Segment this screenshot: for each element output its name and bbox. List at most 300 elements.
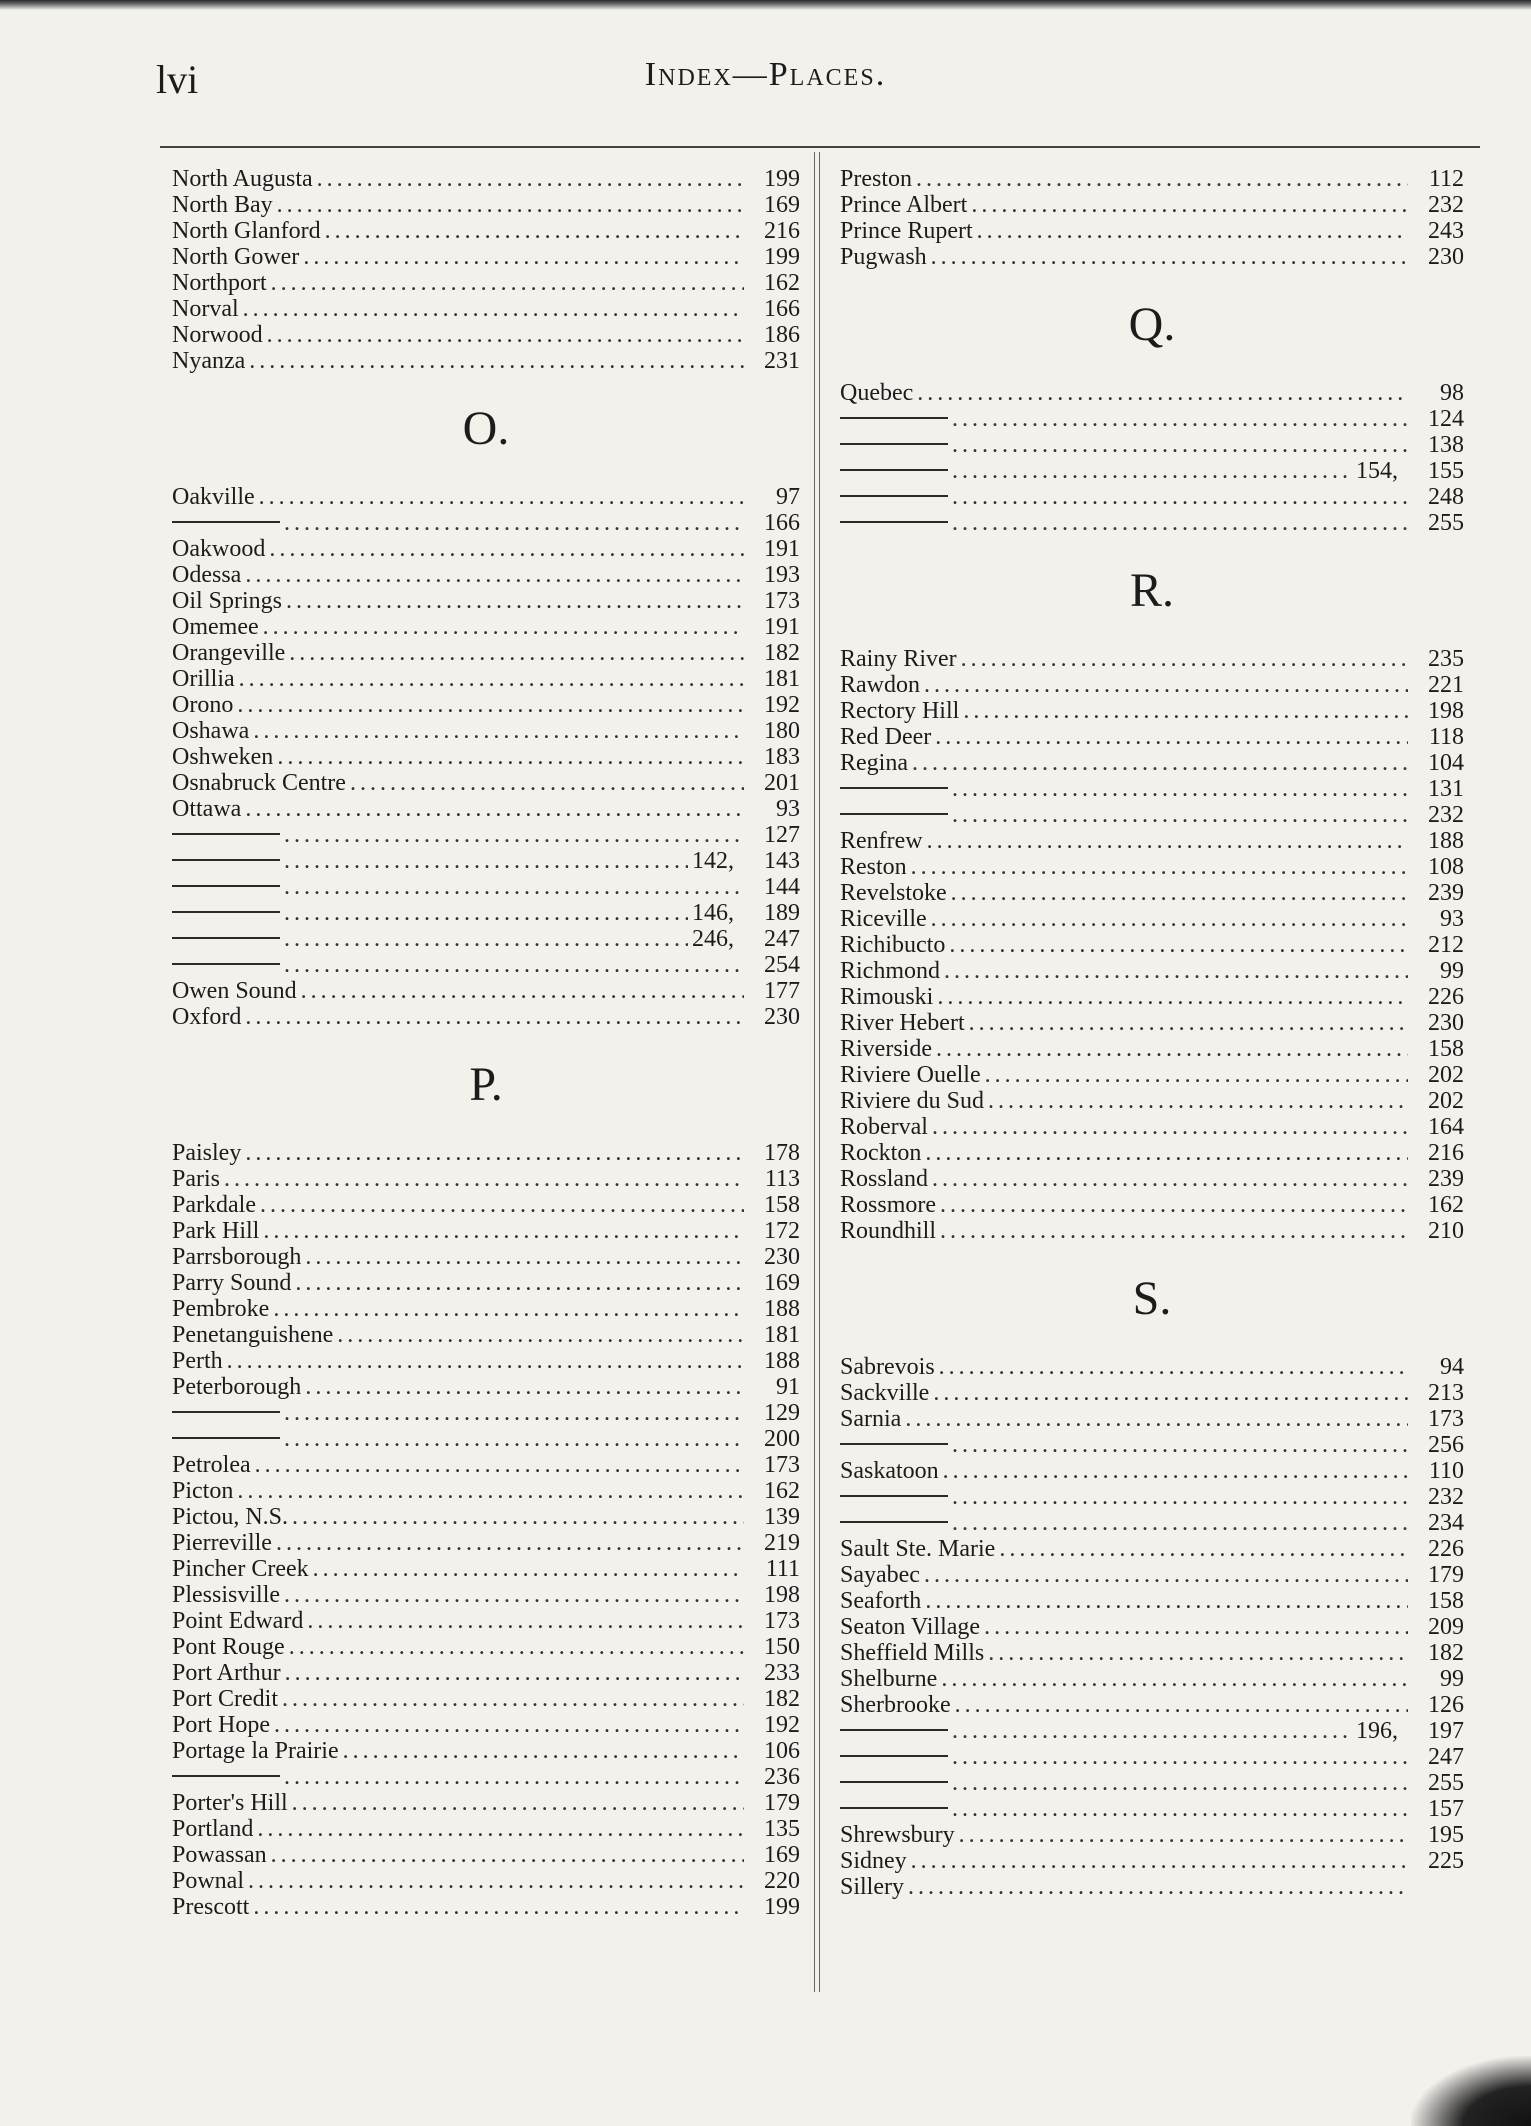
index-entry <box>172 1556 800 1582</box>
dot-leader <box>271 270 744 296</box>
page-reference: 192 <box>764 692 800 718</box>
page-reference: 181 <box>764 1322 800 1348</box>
place-name: Rossmore <box>840 1192 936 1218</box>
index-entry <box>172 536 800 562</box>
page-reference: 129 <box>764 1400 800 1426</box>
dot-leader <box>276 1530 744 1556</box>
place-name: North Bay <box>172 192 273 218</box>
page-reference: 135 <box>764 1816 800 1842</box>
dot-leader <box>284 510 744 536</box>
dot-leader <box>943 1458 1408 1484</box>
place-name: Seaforth <box>840 1588 922 1614</box>
page-reference: 197 <box>1428 1718 1464 1744</box>
page-reference: 254 <box>764 952 800 978</box>
dot-leader <box>971 192 1408 218</box>
place-name: North Glanford <box>172 218 321 244</box>
dot-leader <box>963 698 1408 724</box>
dot-leader <box>952 458 1352 484</box>
index-entry <box>172 1816 800 1842</box>
place-name: Norval <box>172 296 239 322</box>
index-entry <box>840 1010 1464 1036</box>
ditto-dash <box>172 859 280 861</box>
index-entry <box>840 880 1464 906</box>
dot-leader <box>952 1432 1408 1458</box>
page-reference: 199 <box>764 166 800 192</box>
page-reference: 182 <box>1428 1640 1464 1666</box>
index-continuation-row <box>172 510 800 536</box>
index-entry <box>840 646 1464 672</box>
extra-page-number: 146, <box>692 900 734 926</box>
place-name: River Hebert <box>840 1010 965 1036</box>
index-entry <box>172 1244 800 1270</box>
dot-leader <box>944 958 1408 984</box>
dot-leader <box>932 1166 1408 1192</box>
index-entry <box>172 1608 800 1634</box>
ditto-dash <box>840 443 948 445</box>
dot-leader <box>350 770 744 796</box>
dot-leader <box>284 1582 744 1608</box>
dot-leader <box>952 1510 1408 1536</box>
page-reference: 216 <box>1428 1140 1464 1166</box>
index-entry <box>840 724 1464 750</box>
index-entry <box>840 1062 1464 1088</box>
index-entry <box>172 484 800 510</box>
ditto-dash <box>840 1729 948 1731</box>
place-name: Rectory Hill <box>840 698 960 724</box>
index-entry <box>172 270 800 296</box>
dot-leader <box>961 646 1408 672</box>
dot-leader <box>224 1166 744 1192</box>
index-entry <box>840 854 1464 880</box>
index-entry <box>172 614 800 640</box>
index-entry <box>840 1848 1464 1874</box>
page-reference: 234 <box>1428 1510 1464 1536</box>
place-name: Osnabruck Centre <box>172 770 346 796</box>
index-entry <box>172 1504 800 1530</box>
section-letter: R. <box>1129 564 1174 617</box>
dot-leader <box>940 1218 1408 1244</box>
index-entry <box>172 666 800 692</box>
place-name: Pont Rouge <box>172 1634 285 1660</box>
dot-leader <box>295 1270 744 1296</box>
page-reference: 150 <box>764 1634 800 1660</box>
page-reference: 177 <box>764 978 800 1004</box>
index-entry <box>840 218 1464 244</box>
extra-page-number: 246, <box>692 926 734 952</box>
dot-leader <box>259 484 744 510</box>
page-reference: 216 <box>764 218 800 244</box>
page-reference: 162 <box>1428 1192 1464 1218</box>
page-reference: 230 <box>1428 244 1464 270</box>
index-continuation-row <box>840 1432 1464 1458</box>
page-reference: 232 <box>1428 802 1464 828</box>
dot-leader <box>237 692 744 718</box>
place-name: Sherbrooke <box>840 1692 951 1718</box>
index-entry <box>172 1166 800 1192</box>
section-letter: O. <box>462 402 510 455</box>
page-title: Index—Places. <box>644 56 887 93</box>
dot-leader <box>952 1796 1408 1822</box>
index-entry <box>172 1140 800 1166</box>
dot-leader <box>243 296 744 322</box>
page-reference: 157 <box>1428 1796 1464 1822</box>
page-reference: 248 <box>1428 484 1464 510</box>
index-entry <box>840 958 1464 984</box>
ditto-dash <box>840 417 948 419</box>
index-entry <box>172 1530 800 1556</box>
dot-leader <box>284 900 688 926</box>
page-reference: 191 <box>764 536 800 562</box>
dot-leader <box>936 1036 1408 1062</box>
dot-leader <box>343 1738 744 1764</box>
page-reference: 212 <box>1428 932 1464 958</box>
index-entry <box>172 1790 800 1816</box>
dot-leader <box>277 192 744 218</box>
page-reference: 188 <box>764 1296 800 1322</box>
page-reference: 188 <box>764 1348 800 1374</box>
page-reference: 93 <box>776 796 800 822</box>
place-name: Paris <box>172 1166 220 1192</box>
place-name: Point Edward <box>172 1608 304 1634</box>
page-reference: 173 <box>1428 1406 1464 1432</box>
page-reference: 97 <box>776 484 800 510</box>
place-name: Ottawa <box>172 796 242 822</box>
page-reference: 225 <box>1428 1848 1464 1874</box>
dot-leader <box>284 874 744 900</box>
index-entry <box>172 192 800 218</box>
index-entry <box>840 380 1464 406</box>
index-entry <box>840 906 1464 932</box>
dot-leader <box>237 1478 744 1504</box>
page-reference: 235 <box>1428 646 1464 672</box>
place-name: Northport <box>172 270 267 296</box>
page-reference: 219 <box>764 1530 800 1556</box>
dot-leader <box>952 776 1408 802</box>
index-entry <box>840 1458 1464 1484</box>
page-reference: 182 <box>764 1686 800 1712</box>
dot-leader <box>988 1640 1408 1666</box>
dot-leader <box>937 984 1408 1010</box>
section-letter: S. <box>1132 1272 1172 1325</box>
index-continuation-row <box>840 1718 1464 1744</box>
place-name: Sackville <box>840 1380 930 1406</box>
place-name: Parkdale <box>172 1192 256 1218</box>
page-reference: 127 <box>764 822 800 848</box>
place-name: Odessa <box>172 562 242 588</box>
dot-leader <box>952 802 1408 828</box>
dot-leader <box>949 932 1408 958</box>
dot-leader <box>303 244 744 270</box>
index-entry <box>172 1660 800 1686</box>
ditto-dash <box>172 885 280 887</box>
page-reference: 169 <box>764 192 800 218</box>
index-entry <box>840 1036 1464 1062</box>
page-reference: 209 <box>1428 1614 1464 1640</box>
place-name: Oil Springs <box>172 588 283 614</box>
index-entry <box>840 1406 1464 1432</box>
page-reference: 93 <box>1440 906 1464 932</box>
index-continuation-row <box>172 926 800 952</box>
place-name: Shrewsbury <box>840 1822 955 1848</box>
place-name: Porter's Hill <box>172 1790 288 1816</box>
page-reference: 192 <box>764 1712 800 1738</box>
dot-leader <box>249 348 744 374</box>
dot-leader <box>988 1088 1408 1114</box>
dot-leader <box>284 1400 744 1426</box>
index-continuation-row <box>840 776 1464 802</box>
dot-leader <box>931 906 1408 932</box>
page-reference: 202 <box>1428 1088 1464 1114</box>
dot-leader <box>292 1790 744 1816</box>
page-reference: 91 <box>776 1374 800 1400</box>
page-reference: 210 <box>1428 1218 1464 1244</box>
place-name: Rainy River <box>840 646 957 672</box>
dot-leader <box>939 1354 1408 1380</box>
ditto-dash <box>840 813 948 815</box>
page-reference: 138 <box>1428 432 1464 458</box>
dot-leader <box>245 1004 744 1030</box>
place-name: Rimouski <box>840 984 934 1010</box>
dot-leader <box>227 1348 744 1374</box>
dot-leader <box>984 1614 1408 1640</box>
page-reference: 255 <box>1428 1770 1464 1796</box>
dot-leader <box>908 1874 1408 1900</box>
place-name: Shelburne <box>840 1666 938 1692</box>
page-reference: 164 <box>1428 1114 1464 1140</box>
index-entry <box>840 1218 1464 1244</box>
index-entry <box>172 244 800 270</box>
dot-leader <box>301 978 744 1004</box>
index-continuation-row <box>172 900 800 926</box>
place-name: Orono <box>172 692 234 718</box>
page-corner-shadow <box>1411 2056 1531 2126</box>
index-entry <box>840 672 1464 698</box>
page-reference: 173 <box>764 1452 800 1478</box>
index-entry <box>840 932 1464 958</box>
index-entry <box>172 1296 800 1322</box>
place-name: Red Deer <box>840 724 932 750</box>
place-name: Richmond <box>840 958 940 984</box>
index-entry <box>840 1562 1464 1588</box>
index-entry <box>840 1666 1464 1692</box>
place-name: Penetanguishene <box>172 1322 334 1348</box>
index-entry <box>172 1712 800 1738</box>
dot-leader <box>952 1484 1408 1510</box>
ditto-dash <box>840 787 948 789</box>
index-continuation-row <box>172 822 800 848</box>
place-name: Riviere Ouelle <box>840 1062 981 1088</box>
page-reference: 144 <box>764 874 800 900</box>
page-reference: 106 <box>764 1738 800 1764</box>
dot-leader <box>253 718 744 744</box>
dot-leader <box>289 640 744 666</box>
place-name: Park Hill <box>172 1218 260 1244</box>
place-name: Richibucto <box>840 932 946 958</box>
dot-leader <box>927 828 1408 854</box>
place-name: Seaton Village <box>840 1614 981 1640</box>
index-entry <box>840 1380 1464 1406</box>
dot-leader <box>951 880 1408 906</box>
place-name: Rossland <box>840 1166 929 1192</box>
dot-leader <box>282 1686 744 1712</box>
page-reference: 247 <box>1428 1744 1464 1770</box>
place-name: Riceville <box>840 906 927 932</box>
dot-leader <box>285 1660 744 1686</box>
dot-leader <box>955 1692 1408 1718</box>
place-name: Rawdon <box>840 672 920 698</box>
index-entry <box>172 1218 800 1244</box>
dot-leader <box>941 1666 1408 1692</box>
place-name: Parry Sound <box>172 1270 292 1296</box>
page-reference: 112 <box>1428 166 1464 192</box>
place-name: Sault Ste. Marie <box>840 1536 996 1562</box>
place-name: Prescott <box>172 1894 250 1920</box>
page-reference: 126 <box>1428 1692 1464 1718</box>
dot-leader <box>284 952 744 978</box>
page-reference: 169 <box>764 1270 800 1296</box>
page-reference: 226 <box>1428 1536 1464 1562</box>
dot-leader <box>305 1374 744 1400</box>
index-entry <box>172 218 800 244</box>
page-reference: 202 <box>1428 1062 1464 1088</box>
dot-leader <box>911 854 1408 880</box>
dot-leader <box>977 218 1408 244</box>
dot-leader <box>284 926 688 952</box>
index-entry <box>840 1354 1464 1380</box>
dot-leader <box>924 672 1408 698</box>
page-reference: 195 <box>1428 1822 1464 1848</box>
dot-leader <box>289 1634 744 1660</box>
dot-leader <box>292 1504 744 1530</box>
place-name: Pincher Creek <box>172 1556 309 1582</box>
page-reference: 226 <box>1428 984 1464 1010</box>
dot-leader <box>952 406 1408 432</box>
index-entry <box>172 1192 800 1218</box>
index-entry <box>840 192 1464 218</box>
dot-leader <box>274 1712 744 1738</box>
dot-leader <box>912 750 1408 776</box>
ditto-dash <box>172 1775 280 1777</box>
dot-leader <box>305 1244 744 1270</box>
index-continuation-row <box>840 432 1464 458</box>
dot-leader <box>313 1556 744 1582</box>
index-entry <box>172 322 800 348</box>
place-name: Pierreville <box>172 1530 272 1556</box>
index-entry <box>840 166 1464 192</box>
ditto-dash <box>172 521 280 523</box>
dot-leader <box>952 432 1408 458</box>
place-name: Prince Albert <box>840 192 968 218</box>
dot-leader <box>925 1588 1408 1614</box>
dot-leader <box>284 1764 744 1790</box>
page-reference: 231 <box>764 348 800 374</box>
index-continuation-row <box>840 1770 1464 1796</box>
index-entry <box>172 1738 800 1764</box>
place-name: Petrolea <box>172 1452 251 1478</box>
index-entry <box>172 1842 800 1868</box>
index-entry <box>172 588 800 614</box>
ditto-dash <box>172 937 280 939</box>
place-name: Pembroke <box>172 1296 270 1322</box>
dot-leader <box>905 1406 1408 1432</box>
index-continuation-row <box>840 458 1464 484</box>
page-reference: 169 <box>764 1842 800 1868</box>
place-name: Orillia <box>172 666 235 692</box>
dot-leader <box>271 1842 744 1868</box>
ditto-dash <box>172 911 280 913</box>
page-reference: 166 <box>764 510 800 536</box>
page-reference: 155 <box>1428 458 1464 484</box>
page-reference: 183 <box>764 744 800 770</box>
index-continuation-row <box>840 510 1464 536</box>
place-name: Sabrevois <box>840 1354 935 1380</box>
dot-leader <box>924 1562 1408 1588</box>
place-name: Paisley <box>172 1140 242 1166</box>
place-name: Peterborough <box>172 1374 302 1400</box>
place-name: Pictou, N.S. <box>172 1504 289 1530</box>
place-name: Oxford <box>172 1004 242 1030</box>
index-entry <box>840 1588 1464 1614</box>
dot-leader <box>933 1380 1408 1406</box>
index-entry <box>840 1640 1464 1666</box>
place-name: Quebec <box>840 380 914 406</box>
index-continuation-row <box>172 848 800 874</box>
index-entry <box>172 640 800 666</box>
left-column <box>172 166 800 1920</box>
page-reference: 172 <box>764 1218 800 1244</box>
index-entry <box>840 1822 1464 1848</box>
dot-leader <box>255 1452 744 1478</box>
place-name: Picton <box>172 1478 234 1504</box>
dot-leader <box>916 166 1408 192</box>
dot-leader <box>932 1114 1408 1140</box>
place-name: Rockton <box>840 1140 922 1166</box>
index-entry <box>840 698 1464 724</box>
dot-leader <box>999 1536 1408 1562</box>
index-entry <box>172 1582 800 1608</box>
dot-leader <box>952 510 1408 536</box>
index-entry <box>172 166 800 192</box>
index-continuation-row <box>172 1426 800 1452</box>
dot-leader <box>245 796 744 822</box>
place-name: Saskatoon <box>840 1458 939 1484</box>
place-name: North Gower <box>172 244 300 270</box>
index-entry <box>840 828 1464 854</box>
place-name: Nyanza <box>172 348 246 374</box>
place-name: Owen Sound <box>172 978 297 1004</box>
page-reference: 110 <box>1428 1458 1464 1484</box>
page-reference: 158 <box>1428 1588 1464 1614</box>
index-entry <box>172 1004 800 1030</box>
index-entry <box>172 796 800 822</box>
page-reference: 111 <box>765 1556 800 1582</box>
ditto-dash <box>172 963 280 965</box>
index-entry <box>172 770 800 796</box>
place-name: Reston <box>840 854 907 880</box>
place-name: Parrsborough <box>172 1244 302 1270</box>
dot-leader <box>317 166 744 192</box>
dot-leader <box>284 848 688 874</box>
place-name: Roundhill <box>840 1218 937 1244</box>
section-letter: Q. <box>1128 298 1176 351</box>
page-reference: 255 <box>1428 510 1464 536</box>
page-reference: 239 <box>1428 1166 1464 1192</box>
index-entry <box>840 984 1464 1010</box>
header-rule <box>160 146 1480 148</box>
dot-leader <box>952 484 1408 510</box>
dot-leader <box>277 744 744 770</box>
page-reference: 113 <box>764 1166 800 1192</box>
